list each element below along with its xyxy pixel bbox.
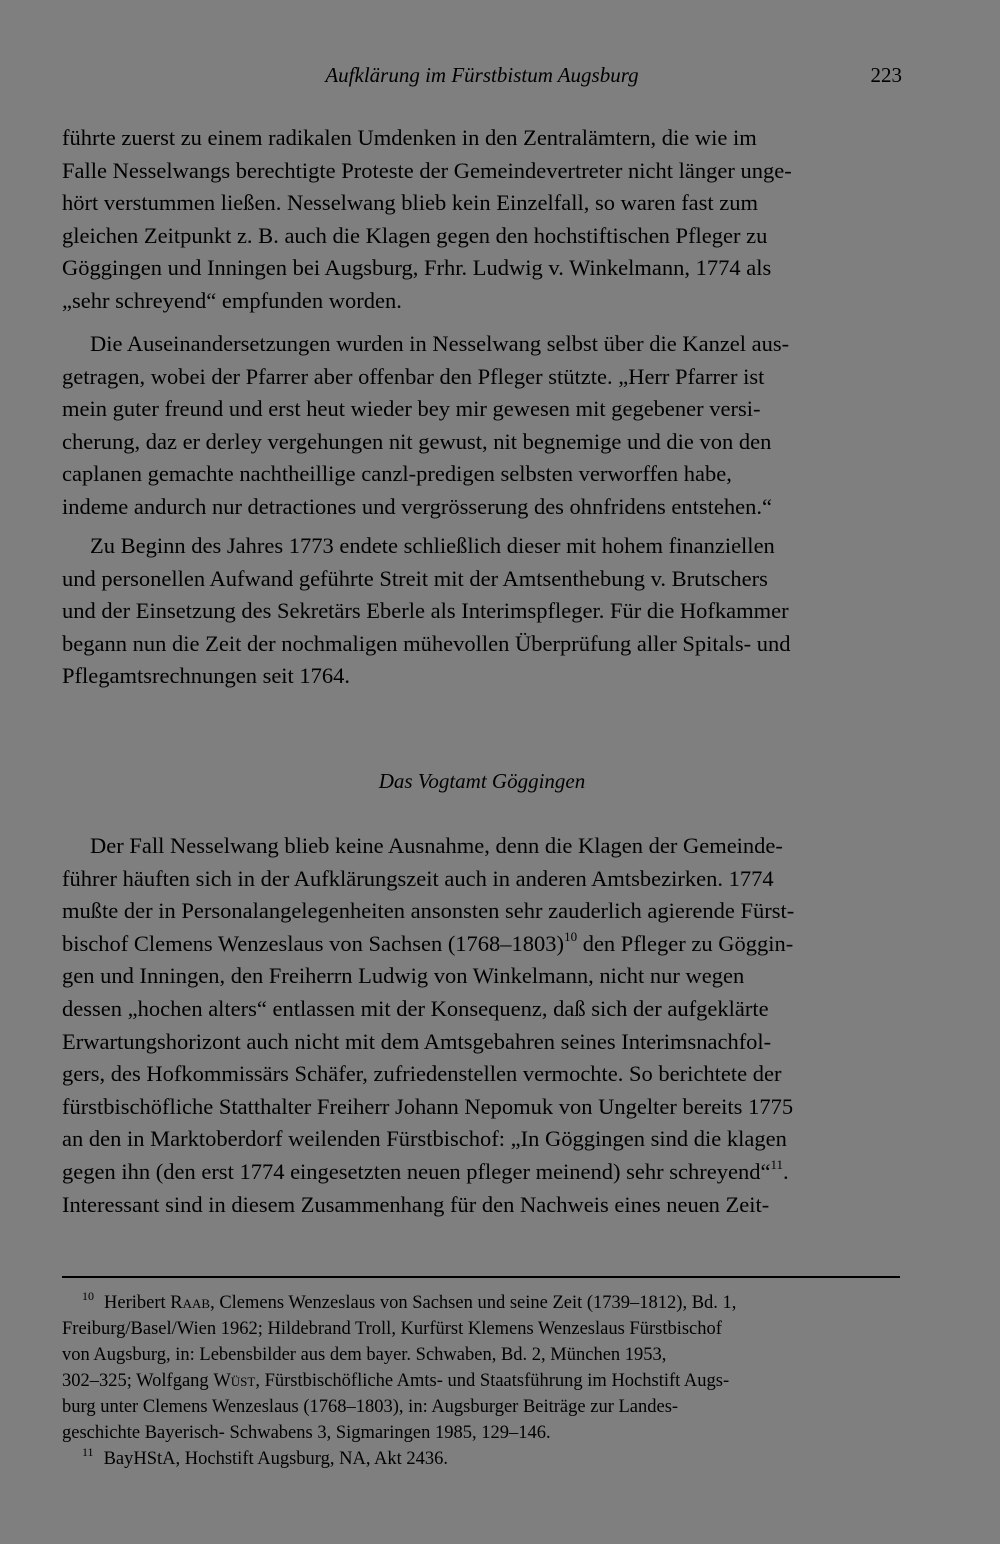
text-line: führte zuerst zu einem radikalen Umdenken in den Zentralämtern, die wie im <box>62 125 757 150</box>
text-line: Erwartungshorizont auch nicht mit dem Amtsgebahren seines Interimsnachfol- <box>62 1028 772 1054</box>
text-segment: bischof Clemens Wenzeslaus von Sachsen (1768–1803) <box>62 930 565 956</box>
text-line: „sehr schreyend“ empfunden worden. <box>62 287 402 313</box>
text-line: getragen, wobei der Pfarrer aber offenbar den Pfleger stützte. „Herr Pfarrer ist <box>62 363 765 389</box>
text-line: mein guter freund und erst heut wieder bey mir gewesen mit gegebener versi- <box>62 396 761 422</box>
paragraph-4 <box>62 830 902 1221</box>
text-line: an den in Marktoberdorf weilenden Fürstbischof: „In Göggingen sind die klagen <box>62 1126 787 1152</box>
text-line: hört verstummen ließen. Nesselwang blieb kein Einzelfall, so waren fast zum <box>62 190 759 216</box>
text-line: und der Einsetzung des Sekretärs Eberle als Interimspfleger. Für die Hofkammer <box>62 598 789 624</box>
footnote-divider <box>62 1276 900 1278</box>
text-line: Göggingen und Inningen bei Augsburg, Frhr. Ludwig v. Winkelmann, 1774 als <box>62 255 772 281</box>
text-line: Zu Beginn des Jahres 1773 endete schließlich dieser mit hohem finanziellen <box>90 533 775 558</box>
text-line: caplanen gemachte nachtheillige canzl-predigen selbsten verworffen habe, <box>62 461 732 487</box>
footnote-ref-10[interactable]: 10 <box>564 928 578 944</box>
running-head <box>62 58 902 92</box>
paragraph-2 <box>62 328 902 524</box>
section-heading: Das Vogtamt Göggingen <box>378 769 586 793</box>
page-number: 223 <box>870 63 902 87</box>
text-segment: BayHStA, Hochstift Augsburg, NA, Akt 2436. <box>103 1449 449 1469</box>
text-segment: gegen ihn (den erst 1774 eingesetzten neuen pfleger meinend) sehr schreyend“ <box>62 1158 771 1184</box>
footnote-ref-11[interactable]: 11 <box>770 1156 783 1172</box>
text-segment: den Pfleger zu Göggin- <box>577 930 794 956</box>
text-line: Falle Nesselwangs berechtigte Proteste der Gemeindevertreter nicht länger unge- <box>62 157 792 183</box>
running-head-title: Aufklärung im Fürstbistum Augsburg <box>325 63 639 87</box>
text-line: mußte der in Personalangelegenheiten ansonsten sehr zauderlich agierende Fürst- <box>62 898 795 924</box>
footnote-number: 10 <box>82 1289 94 1303</box>
text-line: Interessant sind in diesem Zusammenhang für den Nachweis eines neuen Zeit- <box>62 1191 770 1217</box>
text-line: fürstbischöfliche Statthalter Freiherr Johann Nepomuk von Ungelter bereits 1775 <box>62 1093 794 1119</box>
text-segment: 302–325; Wolfgang <box>62 1371 214 1391</box>
text-line: cherung, daz er derley vergehungen nit gewust, nit begnemige und die von den <box>62 428 772 454</box>
footnote-line: Freiburg/Basel/Wien 1962; Hildebrand Troll, Kurfürst Klemens Wenzeslaus Fürstbischof <box>62 1319 722 1339</box>
author-name: Raab <box>170 1293 211 1313</box>
footnote-line: von Augsburg, in: Lebensbilder aus dem bayer. Schwaben, Bd. 2, München 1953, <box>62 1345 667 1365</box>
text-line: Der Fall Nesselwang blieb keine Ausnahme, denn die Klagen der Gemeinde- <box>90 833 783 858</box>
text-line: und personellen Aufwand geführte Streit mit der Amtsenthebung v. Brutschers <box>62 565 768 591</box>
text-segment: . <box>783 1158 789 1184</box>
text-line: dessen „hochen alters“ entlassen mit der Konsequenz, daß sich der aufgeklärte <box>62 995 769 1021</box>
text-segment: , Clemens Wenzeslaus von Sachsen und seine Zeit (1739–1812), Bd. 1, <box>210 1293 737 1313</box>
text-segment: , Fürstbischöfliche Amts- und Staatsführung im Hochstift Augs- <box>255 1371 730 1391</box>
text-line: indeme andurch nur detractiones und vergrösserung des ohnfridens entstehen.“ <box>62 493 772 519</box>
text-segment: Heribert <box>104 1293 171 1313</box>
footnote-line: geschichte Bayerisch- Schwabens 3, Sigmaringen 1985, 129–146. <box>62 1423 551 1443</box>
text-line: gleichen Zeitpunkt z. B. auch die Klagen gegen den hochstiftischen Pfleger zu <box>62 222 768 248</box>
text-line: gen und Inningen, den Freiherrn Ludwig von Winkelmann, nicht nur wegen <box>62 963 745 989</box>
text-line: begann nun die Zeit der nochmaligen mühevollen Überprüfung aller Spitals- und <box>62 630 791 656</box>
footnote-number: 11 <box>82 1445 94 1459</box>
text-line: Pflegamtsrechnungen seit 1764. <box>62 663 351 689</box>
footnote-10-line <box>62 1290 902 1316</box>
text-line <box>62 928 902 961</box>
text-line: führer häuften sich in der Aufklärungszeit auch in anderen Amtsbezirken. 1774 <box>62 865 774 891</box>
text-line <box>62 1156 902 1189</box>
footnote-line <box>62 1368 902 1394</box>
text-line: gers, des Hofkommissärs Schäfer, zufriedenstellen vermochte. So berichtete der <box>62 1061 782 1087</box>
paragraph-3 <box>62 530 902 693</box>
author-name: Wüst <box>213 1371 256 1391</box>
footnote-line: burg unter Clemens Wenzeslaus (1768–1803), in: Augsburger Beiträge zur Landes- <box>62 1397 679 1417</box>
text-line: Die Auseinandersetzungen wurden in Nesselwang selbst über die Kanzel aus- <box>90 331 790 356</box>
paragraph-1 <box>62 122 902 318</box>
footnotes <box>62 1290 902 1472</box>
footnote-11-line <box>62 1446 902 1472</box>
